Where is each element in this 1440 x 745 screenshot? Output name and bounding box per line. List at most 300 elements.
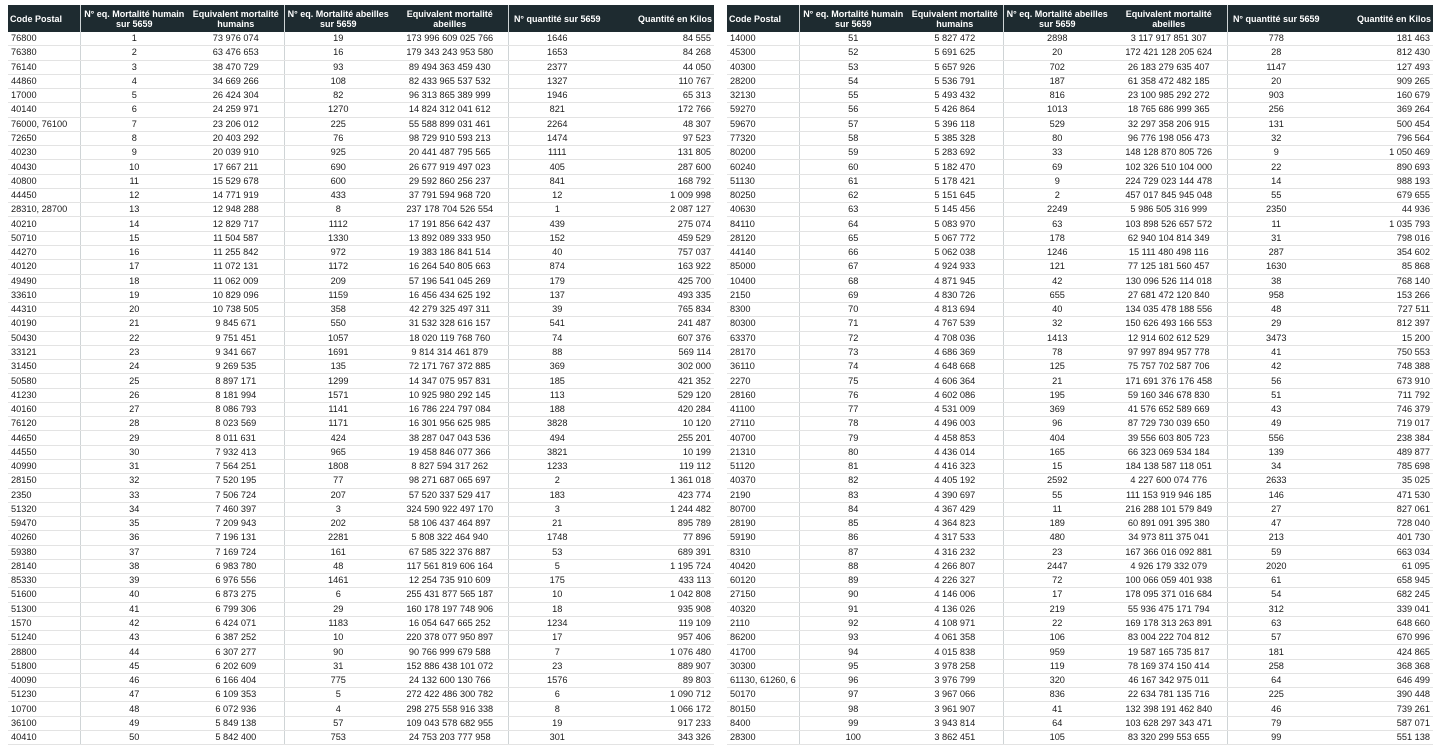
cell-code-postal: 40420 — [727, 559, 799, 573]
table-row — [727, 402, 1433, 416]
cell-code-postal: 51130 — [727, 174, 799, 188]
cell-equivalent-mortalite-abeilles: 103 628 297 343 471 — [1111, 716, 1227, 730]
cell-eq-mortalite-humain: 32 — [80, 474, 188, 488]
cell-quantite-kilos: 750 553 — [1325, 345, 1433, 359]
cell-eq-mortalite-abeilles: 8 — [284, 203, 392, 217]
cell-code-postal: 59270 — [727, 103, 799, 117]
cell-quantite-kilos: 35 025 — [1325, 474, 1433, 488]
cell-code-postal: 17000 — [8, 89, 80, 103]
cell-equivalent-mortalite-humains: 4 708 036 — [907, 331, 1003, 345]
cell-quantite-kilos: 728 040 — [1325, 517, 1433, 531]
cell-eq-mortalite-abeilles: 775 — [284, 673, 392, 687]
cell-eq-mortalite-abeilles: 972 — [284, 245, 392, 259]
cell-quantite-kilos: 84 268 — [606, 46, 714, 60]
cell-eq-mortalite-humain: 3 — [80, 60, 188, 74]
cell-quantite-rang: 369 — [508, 360, 606, 374]
cell-eq-mortalite-abeilles: 836 — [1003, 688, 1111, 702]
cell-equivalent-mortalite-abeilles: 20 441 487 795 565 — [392, 146, 508, 160]
cell-eq-mortalite-humain: 59 — [799, 146, 907, 160]
cell-code-postal: 28120 — [727, 231, 799, 245]
cell-code-postal: 50430 — [8, 331, 80, 345]
cell-quantite-kilos: 44 936 — [1325, 203, 1433, 217]
header-quantite-kilos[interactable]: Quantité en Kilos — [1325, 5, 1433, 32]
cell-equivalent-mortalite-abeilles: 98 729 910 593 213 — [392, 131, 508, 145]
header-eq-mortalite-humain[interactable]: N° eq. Mortalité humain sur 5659 — [799, 5, 907, 32]
header-eq-mortalite-abeilles[interactable]: N° eq. Mortalité abeilles sur 5659 — [1003, 5, 1111, 32]
cell-quantite-kilos: 433 113 — [606, 574, 714, 588]
cell-eq-mortalite-abeilles: 55 — [1003, 488, 1111, 502]
cell-code-postal: 40140 — [8, 103, 80, 117]
cell-quantite-kilos: 957 406 — [606, 631, 714, 645]
cell-eq-mortalite-humain: 81 — [799, 459, 907, 473]
table-row — [727, 103, 1433, 117]
cell-quantite-kilos: 765 834 — [606, 303, 714, 317]
table-row — [727, 702, 1433, 716]
cell-eq-mortalite-humain: 37 — [80, 545, 188, 559]
cell-quantite-rang: 23 — [508, 659, 606, 673]
cell-eq-mortalite-abeilles: 369 — [1003, 402, 1111, 416]
cell-equivalent-mortalite-humains: 3 967 066 — [907, 688, 1003, 702]
cell-quantite-rang: 874 — [508, 260, 606, 274]
cell-code-postal: 59380 — [8, 545, 80, 559]
cell-equivalent-mortalite-humains: 4 830 726 — [907, 288, 1003, 302]
cell-quantite-kilos: 746 379 — [1325, 402, 1433, 416]
table-row — [727, 588, 1433, 602]
cell-eq-mortalite-abeilles: 424 — [284, 431, 392, 445]
table-row — [8, 559, 714, 573]
cell-eq-mortalite-humain: 7 — [80, 117, 188, 131]
cell-quantite-rang: 12 — [508, 188, 606, 202]
table-row — [727, 174, 1433, 188]
cell-code-postal: 50170 — [727, 688, 799, 702]
cell-equivalent-mortalite-humains: 5 849 138 — [188, 716, 284, 730]
header-equivalent-mortalite-humains[interactable]: Equivalent mortalité humains — [907, 5, 1003, 32]
cell-equivalent-mortalite-humains: 6 307 277 — [188, 645, 284, 659]
cell-eq-mortalite-humain: 56 — [799, 103, 907, 117]
cell-quantite-kilos: 798 016 — [1325, 231, 1433, 245]
cell-equivalent-mortalite-humains: 5 827 472 — [907, 32, 1003, 46]
cell-equivalent-mortalite-humains: 4 146 006 — [907, 588, 1003, 602]
table-row — [727, 60, 1433, 74]
header-eq-mortalite-humain[interactable]: N° eq. Mortalité humain sur 5659 — [80, 5, 188, 32]
cell-quantite-kilos: 61 095 — [1325, 559, 1433, 573]
cell-eq-mortalite-humain: 6 — [80, 103, 188, 117]
cell-quantite-rang: 2633 — [1227, 474, 1325, 488]
table-row — [8, 217, 714, 231]
cell-code-postal: 59190 — [727, 531, 799, 545]
cell-equivalent-mortalite-humains: 5 396 118 — [907, 117, 1003, 131]
cell-equivalent-mortalite-abeilles: 37 791 594 968 720 — [392, 188, 508, 202]
cell-equivalent-mortalite-humains: 11 062 009 — [188, 274, 284, 288]
cell-quantite-rang: 51 — [1227, 388, 1325, 402]
table-row — [727, 260, 1433, 274]
cell-code-postal: 85330 — [8, 574, 80, 588]
cell-equivalent-mortalite-abeilles: 96 776 198 056 473 — [1111, 131, 1227, 145]
cell-quantite-kilos: 689 391 — [606, 545, 714, 559]
cell-code-postal: 59670 — [727, 117, 799, 131]
cell-equivalent-mortalite-abeilles: 8 827 594 317 262 — [392, 459, 508, 473]
cell-code-postal: 44270 — [8, 245, 80, 259]
cell-code-postal: 40210 — [8, 217, 80, 231]
cell-code-postal: 60120 — [727, 574, 799, 588]
cell-quantite-rang: 1630 — [1227, 260, 1325, 274]
cell-eq-mortalite-abeilles: 550 — [284, 317, 392, 331]
table-row — [8, 174, 714, 188]
cell-code-postal: 36100 — [8, 716, 80, 730]
table-row — [727, 659, 1433, 673]
cell-code-postal: 8400 — [727, 716, 799, 730]
table-row — [727, 160, 1433, 174]
cell-code-postal: 80150 — [727, 702, 799, 716]
cell-eq-mortalite-abeilles: 195 — [1003, 388, 1111, 402]
cell-eq-mortalite-abeilles: 19 — [284, 32, 392, 46]
cell-eq-mortalite-humain: 44 — [80, 645, 188, 659]
cell-quantite-kilos: 663 034 — [1325, 545, 1433, 559]
cell-quantite-rang: 3821 — [508, 445, 606, 459]
cell-eq-mortalite-abeilles: 80 — [1003, 131, 1111, 145]
cell-quantite-rang: 146 — [1227, 488, 1325, 502]
cell-equivalent-mortalite-abeilles: 14 824 312 041 612 — [392, 103, 508, 117]
cell-eq-mortalite-humain: 61 — [799, 174, 907, 188]
table-row — [727, 74, 1433, 88]
cell-eq-mortalite-humain: 55 — [799, 89, 907, 103]
cell-eq-mortalite-humain: 42 — [80, 616, 188, 630]
cell-equivalent-mortalite-humains: 7 506 724 — [188, 488, 284, 502]
cell-eq-mortalite-humain: 2 — [80, 46, 188, 60]
table-row — [8, 260, 714, 274]
table-row — [8, 288, 714, 302]
table-row — [727, 645, 1433, 659]
cell-code-postal: 77320 — [727, 131, 799, 145]
cell-code-postal: 30300 — [727, 659, 799, 673]
cell-quantite-rang: 49 — [1227, 417, 1325, 431]
cell-eq-mortalite-humain: 67 — [799, 260, 907, 274]
cell-equivalent-mortalite-humains: 38 470 729 — [188, 60, 284, 74]
cell-code-postal: 76800 — [8, 32, 80, 46]
cell-eq-mortalite-humain: 43 — [80, 631, 188, 645]
cell-equivalent-mortalite-abeilles: 19 458 846 077 366 — [392, 445, 508, 459]
cell-equivalent-mortalite-humains: 9 269 535 — [188, 360, 284, 374]
cell-equivalent-mortalite-humains: 4 606 364 — [907, 374, 1003, 388]
cell-equivalent-mortalite-abeilles: 224 729 023 144 478 — [1111, 174, 1227, 188]
cell-eq-mortalite-abeilles: 48 — [284, 559, 392, 573]
cell-quantite-kilos: 368 368 — [1325, 659, 1433, 673]
cell-quantite-rang: 903 — [1227, 89, 1325, 103]
cell-eq-mortalite-abeilles: 178 — [1003, 231, 1111, 245]
cell-quantite-rang: 183 — [508, 488, 606, 502]
cell-eq-mortalite-humain: 14 — [80, 217, 188, 231]
header-equivalent-mortalite-humains[interactable]: Equivalent mortalité humains — [188, 5, 284, 32]
cell-code-postal: 51800 — [8, 659, 80, 673]
cell-quantite-rang: 55 — [1227, 188, 1325, 202]
header-eq-mortalite-abeilles[interactable]: N° eq. Mortalité abeilles sur 5659 — [284, 5, 392, 32]
cell-equivalent-mortalite-abeilles: 172 421 128 205 624 — [1111, 46, 1227, 60]
cell-quantite-rang: 19 — [508, 716, 606, 730]
cell-eq-mortalite-humain: 98 — [799, 702, 907, 716]
cell-quantite-rang: 14 — [1227, 174, 1325, 188]
cell-quantite-rang: 3473 — [1227, 331, 1325, 345]
cell-quantite-rang: 256 — [1227, 103, 1325, 117]
cell-quantite-rang: 1748 — [508, 531, 606, 545]
table-row — [8, 631, 714, 645]
cell-quantite-rang: 139 — [1227, 445, 1325, 459]
cell-equivalent-mortalite-abeilles: 18 765 686 999 365 — [1111, 103, 1227, 117]
cell-equivalent-mortalite-humains: 20 403 292 — [188, 131, 284, 145]
cell-quantite-kilos: 1 066 172 — [606, 702, 714, 716]
cell-quantite-kilos: 119 112 — [606, 459, 714, 473]
cell-code-postal: 2110 — [727, 616, 799, 630]
table-row — [8, 502, 714, 516]
cell-quantite-kilos: 658 945 — [1325, 574, 1433, 588]
cell-quantite-rang: 46 — [1227, 702, 1325, 716]
cell-quantite-kilos: 421 352 — [606, 374, 714, 388]
header-code-postal[interactable]: Code Postal — [727, 5, 799, 32]
header-quantite-rang[interactable]: N° quantité sur 5659 — [508, 5, 606, 32]
cell-equivalent-mortalite-humains: 4 496 003 — [907, 417, 1003, 431]
cell-eq-mortalite-humain: 97 — [799, 688, 907, 702]
table-row — [8, 716, 714, 730]
cell-code-postal: 44450 — [8, 188, 80, 202]
cell-eq-mortalite-humain: 25 — [80, 374, 188, 388]
table-row — [727, 616, 1433, 630]
cell-quantite-kilos: 719 017 — [1325, 417, 1433, 431]
cell-eq-mortalite-abeilles: 1183 — [284, 616, 392, 630]
cell-quantite-kilos: 168 792 — [606, 174, 714, 188]
cell-equivalent-mortalite-abeilles: 58 106 437 464 897 — [392, 517, 508, 531]
cell-equivalent-mortalite-humains: 5 657 926 — [907, 60, 1003, 74]
cell-quantite-rang: 63 — [1227, 616, 1325, 630]
cell-code-postal: 21310 — [727, 445, 799, 459]
cell-eq-mortalite-abeilles: 2447 — [1003, 559, 1111, 573]
table-row — [727, 288, 1433, 302]
table-row — [8, 274, 714, 288]
cell-equivalent-mortalite-abeilles: 150 626 493 166 553 — [1111, 317, 1227, 331]
cell-code-postal: 28170 — [727, 345, 799, 359]
cell-eq-mortalite-humain: 91 — [799, 602, 907, 616]
cell-eq-mortalite-humain: 70 — [799, 303, 907, 317]
cell-equivalent-mortalite-abeilles: 72 171 767 372 885 — [392, 360, 508, 374]
cell-code-postal: 44140 — [727, 245, 799, 259]
cell-quantite-rang: 137 — [508, 288, 606, 302]
header-equivalent-mortalite-abeilles[interactable]: Equivalent mortalité abeilles — [1111, 5, 1227, 32]
cell-equivalent-mortalite-abeilles: 237 178 704 526 554 — [392, 203, 508, 217]
cell-eq-mortalite-abeilles: 1172 — [284, 260, 392, 274]
cell-quantite-kilos: 77 896 — [606, 531, 714, 545]
cell-eq-mortalite-abeilles: 77 — [284, 474, 392, 488]
cell-quantite-rang: 6 — [508, 688, 606, 702]
table-row — [727, 502, 1433, 516]
cell-eq-mortalite-abeilles: 76 — [284, 131, 392, 145]
header-quantite-kilos[interactable]: Quantité en Kilos — [606, 5, 714, 32]
cell-equivalent-mortalite-abeilles: 4 926 179 332 079 — [1111, 559, 1227, 573]
cell-quantite-kilos: 493 335 — [606, 288, 714, 302]
cell-quantite-rang: 556 — [1227, 431, 1325, 445]
cell-equivalent-mortalite-abeilles: 29 592 860 256 237 — [392, 174, 508, 188]
cell-quantite-kilos: 423 774 — [606, 488, 714, 502]
cell-equivalent-mortalite-abeilles: 19 587 165 735 817 — [1111, 645, 1227, 659]
cell-quantite-kilos: 339 041 — [1325, 602, 1433, 616]
table-row — [727, 431, 1433, 445]
cell-equivalent-mortalite-abeilles: 4 227 600 074 776 — [1111, 474, 1227, 488]
cell-eq-mortalite-abeilles: 11 — [1003, 502, 1111, 516]
cell-quantite-rang: 3828 — [508, 417, 606, 431]
cell-eq-mortalite-abeilles: 161 — [284, 545, 392, 559]
table-row — [727, 574, 1433, 588]
cell-quantite-kilos: 648 660 — [1325, 616, 1433, 630]
cell-eq-mortalite-abeilles: 40 — [1003, 303, 1111, 317]
cell-equivalent-mortalite-humains: 4 317 533 — [907, 531, 1003, 545]
cell-eq-mortalite-humain: 34 — [80, 502, 188, 516]
cell-quantite-rang: 21 — [508, 517, 606, 531]
cell-equivalent-mortalite-humains: 5 178 421 — [907, 174, 1003, 188]
cell-quantite-kilos: 153 266 — [1325, 288, 1433, 302]
cell-quantite-rang: 1576 — [508, 673, 606, 687]
cell-quantite-rang: 42 — [1227, 360, 1325, 374]
cell-equivalent-mortalite-abeilles: 23 100 985 292 272 — [1111, 89, 1227, 103]
table-row — [8, 402, 714, 416]
cell-eq-mortalite-abeilles: 105 — [1003, 731, 1111, 745]
cell-equivalent-mortalite-abeilles: 14 347 075 957 831 — [392, 374, 508, 388]
cell-equivalent-mortalite-humains: 11 255 842 — [188, 245, 284, 259]
cell-eq-mortalite-humain: 69 — [799, 288, 907, 302]
cell-equivalent-mortalite-abeilles: 130 096 526 114 018 — [1111, 274, 1227, 288]
cell-equivalent-mortalite-humains: 8 897 171 — [188, 374, 284, 388]
cell-quantite-rang: 179 — [508, 274, 606, 288]
header-quantite-rang[interactable]: N° quantité sur 5659 — [1227, 5, 1325, 32]
table-row — [727, 673, 1433, 687]
cell-equivalent-mortalite-humains: 6 976 556 — [188, 574, 284, 588]
table-row — [727, 474, 1433, 488]
cell-eq-mortalite-abeilles: 600 — [284, 174, 392, 188]
cell-eq-mortalite-humain: 35 — [80, 517, 188, 531]
cell-eq-mortalite-humain: 22 — [80, 331, 188, 345]
cell-eq-mortalite-humain: 1 — [80, 32, 188, 46]
cell-code-postal: 10400 — [727, 274, 799, 288]
cell-equivalent-mortalite-humains: 4 436 014 — [907, 445, 1003, 459]
table-row — [8, 188, 714, 202]
cell-eq-mortalite-humain: 84 — [799, 502, 907, 516]
table-row — [8, 160, 714, 174]
cell-equivalent-mortalite-abeilles: 9 814 314 461 879 — [392, 345, 508, 359]
cell-code-postal: 80700 — [727, 502, 799, 516]
cell-quantite-rang: 34 — [1227, 459, 1325, 473]
cell-quantite-kilos: 711 792 — [1325, 388, 1433, 402]
cell-eq-mortalite-humain: 76 — [799, 388, 907, 402]
cell-eq-mortalite-humain: 80 — [799, 445, 907, 459]
cell-equivalent-mortalite-humains: 4 686 369 — [907, 345, 1003, 359]
cell-quantite-kilos: 2 087 127 — [606, 203, 714, 217]
cell-equivalent-mortalite-humains: 5 691 625 — [907, 46, 1003, 60]
cell-quantite-kilos: 935 908 — [606, 602, 714, 616]
cell-quantite-rang: 958 — [1227, 288, 1325, 302]
cell-equivalent-mortalite-humains: 4 767 539 — [907, 317, 1003, 331]
cell-quantite-kilos: 670 996 — [1325, 631, 1433, 645]
cell-equivalent-mortalite-abeilles: 132 398 191 462 840 — [1111, 702, 1227, 716]
cell-quantite-rang: 31 — [1227, 231, 1325, 245]
cell-quantite-rang: 22 — [1227, 160, 1325, 174]
cell-eq-mortalite-abeilles: 4 — [284, 702, 392, 716]
header-equivalent-mortalite-abeilles[interactable]: Equivalent mortalité abeilles — [392, 5, 508, 32]
cell-equivalent-mortalite-abeilles: 97 997 894 957 778 — [1111, 345, 1227, 359]
cell-quantite-kilos: 241 487 — [606, 317, 714, 331]
cell-quantite-rang: 131 — [1227, 117, 1325, 131]
cell-equivalent-mortalite-abeilles: 89 494 363 459 430 — [392, 60, 508, 74]
cell-equivalent-mortalite-humains: 4 648 668 — [907, 360, 1003, 374]
cell-equivalent-mortalite-abeilles: 27 681 472 120 840 — [1111, 288, 1227, 302]
cell-eq-mortalite-humain: 87 — [799, 545, 907, 559]
table-row — [8, 474, 714, 488]
cell-equivalent-mortalite-humains: 7 932 413 — [188, 445, 284, 459]
cell-eq-mortalite-abeilles: 42 — [1003, 274, 1111, 288]
cell-code-postal: 51240 — [8, 631, 80, 645]
cell-eq-mortalite-abeilles: 1159 — [284, 288, 392, 302]
cell-quantite-rang: 64 — [1227, 673, 1325, 687]
cell-equivalent-mortalite-abeilles: 90 766 999 679 588 — [392, 645, 508, 659]
table-row — [8, 103, 714, 117]
cell-equivalent-mortalite-abeilles: 96 313 865 389 999 — [392, 89, 508, 103]
cell-equivalent-mortalite-humains: 4 226 327 — [907, 574, 1003, 588]
cell-eq-mortalite-humain: 96 — [799, 673, 907, 687]
cell-eq-mortalite-humain: 78 — [799, 417, 907, 431]
cell-eq-mortalite-humain: 93 — [799, 631, 907, 645]
cell-eq-mortalite-humain: 24 — [80, 360, 188, 374]
cell-equivalent-mortalite-humains: 6 873 275 — [188, 588, 284, 602]
table-row — [8, 74, 714, 88]
cell-equivalent-mortalite-humains: 8 023 569 — [188, 417, 284, 431]
table-row — [727, 360, 1433, 374]
cell-quantite-kilos: 425 700 — [606, 274, 714, 288]
cell-quantite-kilos: 420 284 — [606, 402, 714, 416]
cell-quantite-rang: 541 — [508, 317, 606, 331]
cell-quantite-kilos: 785 698 — [1325, 459, 1433, 473]
cell-eq-mortalite-humain: 45 — [80, 659, 188, 673]
cell-equivalent-mortalite-abeilles: 111 153 919 946 185 — [1111, 488, 1227, 502]
cell-code-postal: 40990 — [8, 459, 80, 473]
cell-equivalent-mortalite-abeilles: 3 117 917 851 307 — [1111, 32, 1227, 46]
table-row — [8, 459, 714, 473]
table-row — [8, 32, 714, 46]
cell-code-postal: 40160 — [8, 402, 80, 416]
cell-code-postal: 40700 — [727, 431, 799, 445]
cell-eq-mortalite-humain: 58 — [799, 131, 907, 145]
cell-code-postal: 31450 — [8, 360, 80, 374]
cell-eq-mortalite-abeilles: 1571 — [284, 388, 392, 402]
cell-quantite-kilos: 302 000 — [606, 360, 714, 374]
cell-eq-mortalite-abeilles: 2592 — [1003, 474, 1111, 488]
cell-eq-mortalite-abeilles: 2898 — [1003, 32, 1111, 46]
cell-quantite-rang: 1653 — [508, 46, 606, 60]
cell-equivalent-mortalite-humains: 6 799 306 — [188, 602, 284, 616]
cell-quantite-kilos: 459 529 — [606, 231, 714, 245]
cell-equivalent-mortalite-humains: 7 460 397 — [188, 502, 284, 516]
cell-eq-mortalite-humain: 38 — [80, 559, 188, 573]
cell-equivalent-mortalite-humains: 10 738 505 — [188, 303, 284, 317]
cell-quantite-kilos: 181 463 — [1325, 32, 1433, 46]
cell-quantite-rang: 2377 — [508, 60, 606, 74]
cell-quantite-kilos: 89 803 — [606, 673, 714, 687]
table-row — [727, 602, 1433, 616]
header-code-postal[interactable]: Code Postal — [8, 5, 80, 32]
cell-code-postal: 28200 — [727, 74, 799, 88]
cell-code-postal: 27150 — [727, 588, 799, 602]
cell-code-postal: 40800 — [8, 174, 80, 188]
cell-equivalent-mortalite-humains: 4 015 838 — [907, 645, 1003, 659]
table-row — [8, 231, 714, 245]
cell-quantite-rang: 258 — [1227, 659, 1325, 673]
cell-quantite-kilos: 909 265 — [1325, 74, 1433, 88]
cell-eq-mortalite-humain: 33 — [80, 488, 188, 502]
cell-eq-mortalite-humain: 41 — [80, 602, 188, 616]
